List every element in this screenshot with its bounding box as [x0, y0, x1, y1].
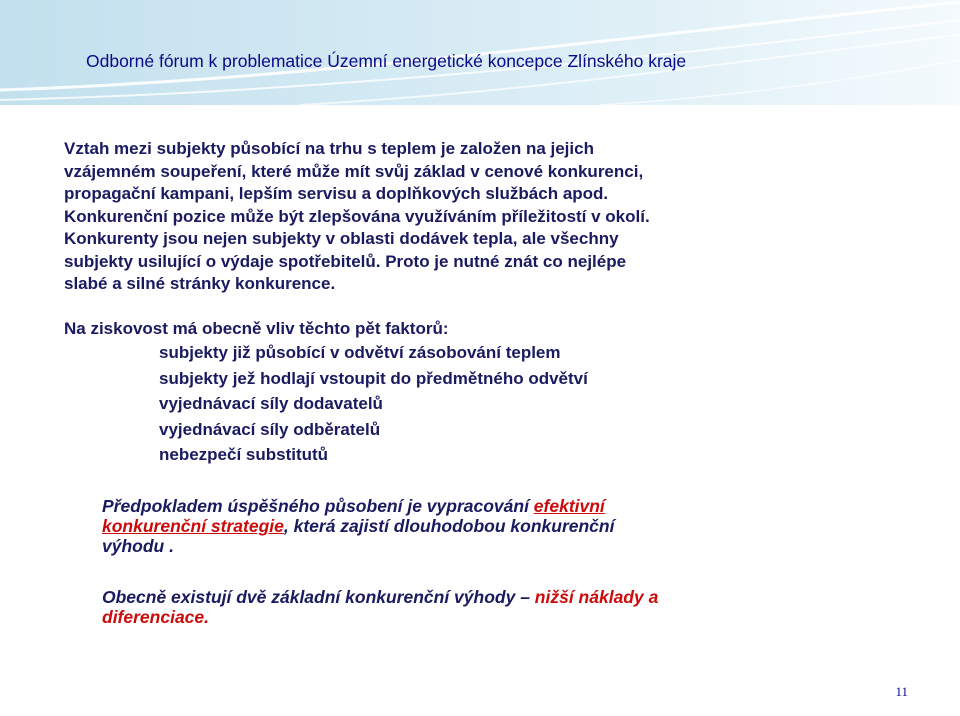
premise-line-3: výhodu . [102, 536, 174, 556]
advantages-text: Obecně existují dvě základní konkurenční výhody – [102, 587, 535, 607]
list-item: nebezpečí substitutů [159, 445, 329, 464]
page-title: Odborné fórum k problematice Územní energetické koncepce Zlínského kraje [86, 51, 687, 71]
intro-line: Konkurenční pozice může být zlepšována využíváním příležitostí v okolí. [64, 206, 650, 226]
intro-line: vzájemném soupeření, které může mít svůj základ v cenové konkurenci, [64, 161, 644, 181]
premise-text: Předpokladem úspěšného působení je vypracování [102, 496, 534, 516]
intro-line: Konkurenty jsou nejen subjekty v oblasti dodávek tepla, ale všechny [64, 229, 619, 248]
intro-paragraph [64, 138, 884, 296]
intro-line: Vztah mezi subjekty působící na trhu s teplem je založen na jejich [64, 139, 594, 158]
advantages-line-1 [102, 587, 658, 607]
intro-line: slabé a silné stránky konkurence. [64, 274, 336, 293]
emphasis-lower-costs: nižší náklady a [534, 587, 659, 607]
emphasis-strategy: konkurenční strategie [102, 516, 284, 536]
premise-line-1 [102, 496, 614, 516]
list-item: subjekty jež hodlají vstoupit do předmětného odvětví [159, 368, 588, 388]
emphasis-differentiation: diferenciace. [102, 607, 209, 627]
factors-list [159, 340, 588, 468]
list-item: vyjednávací síly dodavatelů [159, 394, 383, 413]
emphasis-efektivni: efektivní [533, 496, 605, 516]
intro-line: subjekty usilující o výdaje spotřebitelů. Proto je nutné znát co nejlépe [64, 251, 627, 271]
list-item: vyjednávací síly odběratelů [159, 419, 381, 439]
advantages-paragraph [102, 587, 658, 627]
premise-text-2: , která zajistí dlouhodobou konkurenční [283, 516, 615, 536]
page-number: 11 [895, 684, 908, 699]
intro-line: propagační kampani, lepším servisu a doplňkových službách apod. [64, 184, 609, 203]
list-item: subjekty již působící v odvětví zásobování teplem [159, 343, 561, 362]
premise-paragraph [102, 496, 614, 556]
premise-line-2 [102, 516, 614, 536]
factors-heading: Na ziskovost má obecně vliv těchto pět faktorů: [64, 319, 449, 338]
